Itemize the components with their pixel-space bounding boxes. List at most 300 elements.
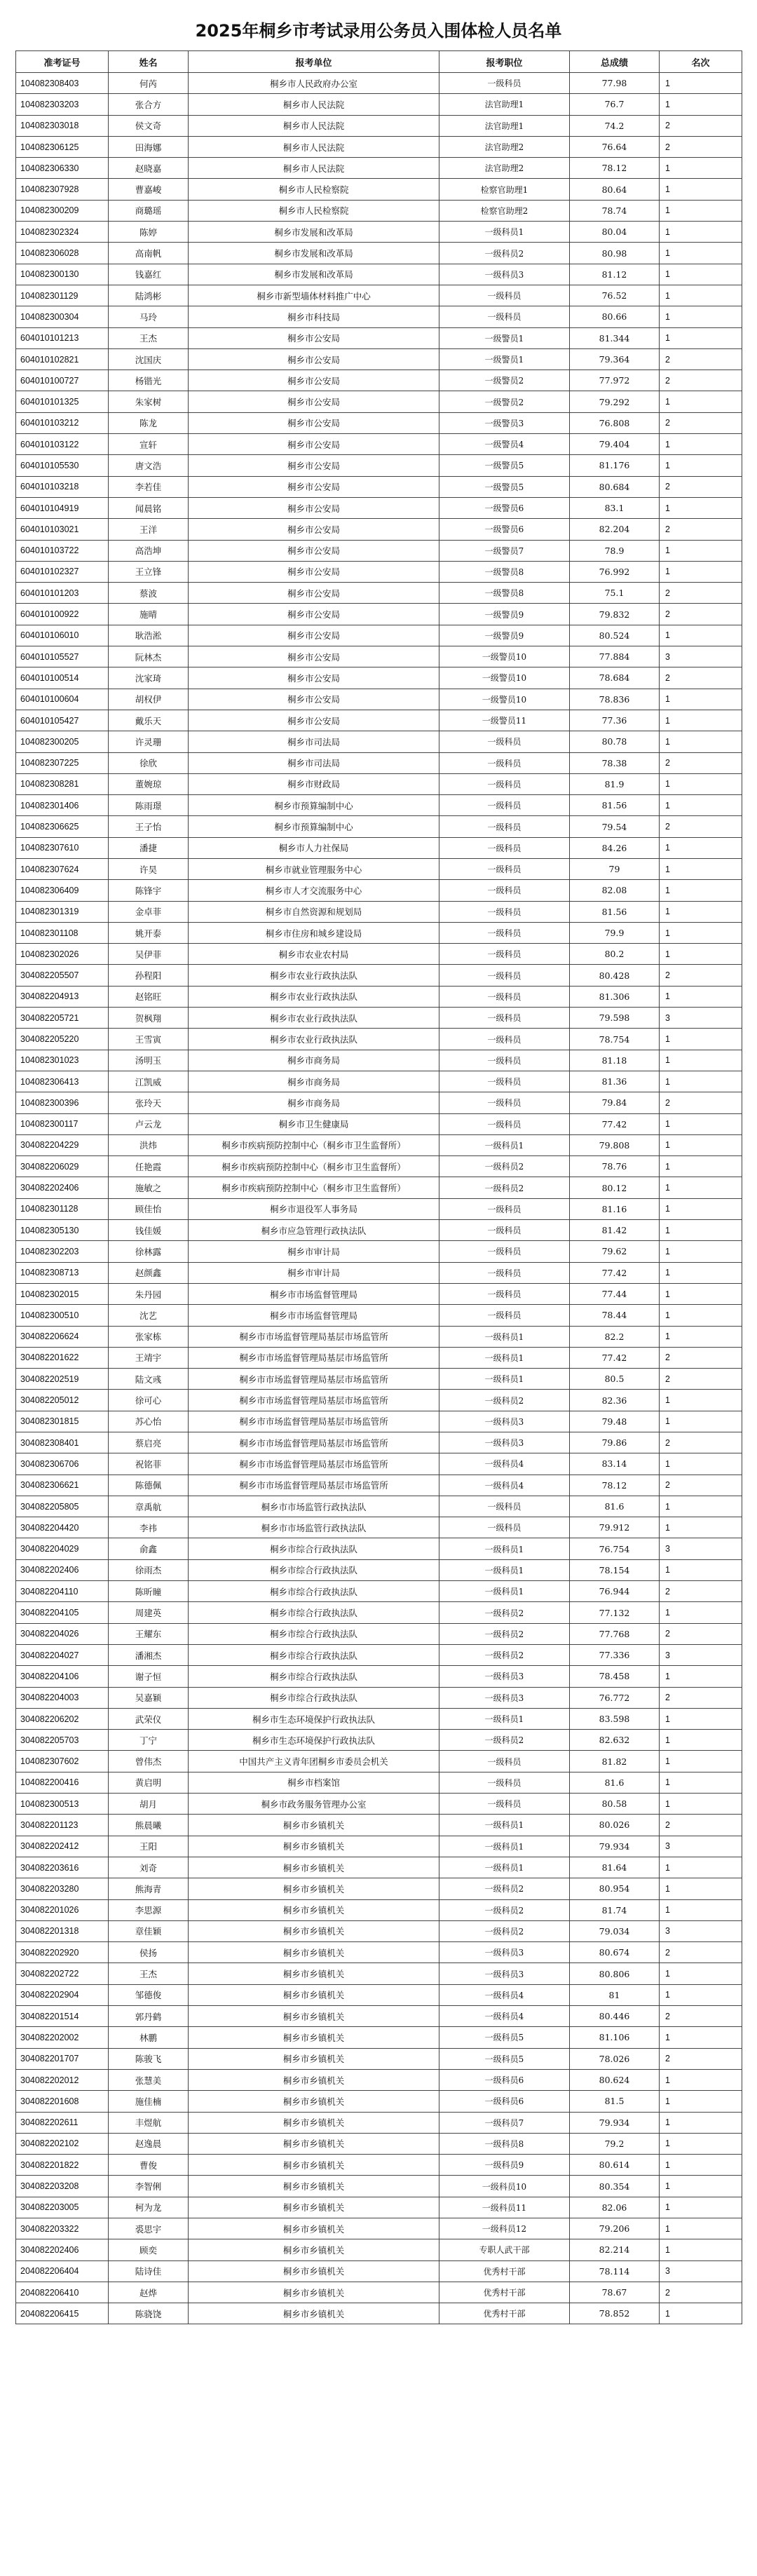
table-row — [16, 1815, 742, 1836]
name-cell: 高南帆 — [109, 243, 189, 264]
total-score-cell: 77.36 — [570, 710, 660, 731]
table-row — [16, 986, 742, 1007]
table-row — [16, 200, 742, 221]
total-score-cell: 82.08 — [570, 880, 660, 901]
total-score-cell: 77.972 — [570, 370, 660, 391]
exam-number-cell: 604010106010 — [16, 625, 109, 646]
table-row — [16, 561, 742, 582]
exam-number-cell: 604010104919 — [16, 497, 109, 518]
total-score-cell: 79.2 — [570, 2133, 660, 2154]
name-cell: 吴嘉颖 — [109, 1687, 189, 1708]
unit-cell: 桐乡市生态环境保护行政执法队 — [189, 1708, 439, 1729]
total-score-cell: 81.106 — [570, 2027, 660, 2048]
rank-cell: 1 — [660, 1984, 742, 2005]
unit-cell: 桐乡市公安局 — [189, 583, 439, 604]
name-cell: 徐林露 — [109, 1241, 189, 1262]
position-cell: 一级科员1 — [439, 222, 570, 243]
table-row — [16, 795, 742, 816]
exam-number-cell: 104082302324 — [16, 222, 109, 243]
table-row — [16, 1071, 742, 1092]
rank-cell: 1 — [660, 2069, 742, 2090]
position-cell: 一级警员2 — [439, 370, 570, 391]
total-score-cell: 80.446 — [570, 2006, 660, 2027]
name-cell: 侯文奇 — [109, 115, 189, 136]
table-row — [16, 2303, 742, 2324]
exam-number-cell: 304082205703 — [16, 1730, 109, 1751]
unit-cell: 桐乡市乡镇机关 — [189, 2112, 439, 2133]
exam-number-cell: 104082200416 — [16, 1772, 109, 1793]
rank-cell: 1 — [660, 1029, 742, 1050]
table-row — [16, 880, 742, 901]
name-cell: 郭丹鹤 — [109, 2006, 189, 2027]
rank-cell: 1 — [660, 306, 742, 327]
name-cell: 侯扬 — [109, 1942, 189, 1963]
name-cell: 曾伟杰 — [109, 1751, 189, 1772]
table-row — [16, 625, 742, 646]
rank-cell: 1 — [660, 1326, 742, 1347]
table-row — [16, 1559, 742, 1580]
unit-cell: 桐乡市商务局 — [189, 1092, 439, 1113]
total-score-cell: 79.934 — [570, 2112, 660, 2133]
unit-cell: 桐乡市退役军人事务局 — [189, 1198, 439, 1219]
name-cell: 王靖宇 — [109, 1347, 189, 1368]
rank-cell: 1 — [660, 2176, 742, 2197]
name-cell: 黄启明 — [109, 1772, 189, 1793]
rank-cell: 1 — [660, 94, 742, 115]
exam-number-cell: 104082308403 — [16, 73, 109, 94]
table-row — [16, 689, 742, 710]
name-cell: 何芮 — [109, 73, 189, 94]
rank-cell: 1 — [660, 731, 742, 752]
rank-cell: 2 — [660, 1347, 742, 1368]
unit-cell: 桐乡市发展和改革局 — [189, 243, 439, 264]
table-row — [16, 1475, 742, 1496]
position-cell: 一级科员3 — [439, 1666, 570, 1687]
rank-cell: 1 — [660, 264, 742, 285]
total-score-cell: 80.04 — [570, 222, 660, 243]
rank-cell: 2 — [660, 1581, 742, 1602]
unit-cell: 桐乡市市场监督管理局基层市场监管所 — [189, 1411, 439, 1432]
name-cell: 闻晨铭 — [109, 497, 189, 518]
name-cell: 赵烨 — [109, 2282, 189, 2303]
exam-number-cell: 104082300209 — [16, 200, 109, 221]
unit-cell: 桐乡市住房和城乡建设局 — [189, 922, 439, 943]
table-row — [16, 306, 742, 327]
unit-cell: 桐乡市乡镇机关 — [189, 2091, 439, 2112]
position-cell: 一级科员1 — [439, 1347, 570, 1368]
unit-cell: 桐乡市市场监督管理局 — [189, 1305, 439, 1326]
position-cell: 一级科员 — [439, 1198, 570, 1219]
unit-cell: 桐乡市疾病预防控制中心（桐乡市卫生监督所） — [189, 1177, 439, 1198]
name-cell: 朱丹园 — [109, 1283, 189, 1304]
table-row — [16, 540, 742, 561]
unit-cell: 桐乡市疾病预防控制中心（桐乡市卫生监督所） — [189, 1134, 439, 1155]
position-cell: 一级科员2 — [439, 243, 570, 264]
unit-cell: 桐乡市市场监管行政执法队 — [189, 1517, 439, 1538]
table-row — [16, 2176, 742, 2197]
name-cell: 田海娜 — [109, 136, 189, 157]
name-cell: 王耀东 — [109, 1623, 189, 1644]
total-score-cell: 77.42 — [570, 1347, 660, 1368]
position-cell: 检察官助理2 — [439, 200, 570, 221]
exam-number-cell: 104082300396 — [16, 1092, 109, 1113]
position-cell: 一级科员3 — [439, 1432, 570, 1453]
exam-number-cell: 304082202406 — [16, 1177, 109, 1198]
total-score-cell: 81.18 — [570, 1050, 660, 1071]
table-row — [16, 412, 742, 433]
table-row — [16, 243, 742, 264]
name-cell: 王阳 — [109, 1836, 189, 1857]
unit-cell: 桐乡市政务服务管理办公室 — [189, 1794, 439, 1815]
total-score-cell: 80.354 — [570, 2176, 660, 2197]
document-title: 2025年桐乡市考试录用公务员入围体检人员名单 — [195, 21, 562, 41]
exam-number-cell: 304082202002 — [16, 2027, 109, 2048]
unit-cell: 桐乡市乡镇机关 — [189, 2176, 439, 2197]
unit-cell: 桐乡市人民法院 — [189, 94, 439, 115]
position-cell: 一级警员9 — [439, 625, 570, 646]
position-cell: 一级科员 — [439, 858, 570, 879]
position-cell: 一级科员 — [439, 1220, 570, 1241]
total-score-cell: 78.74 — [570, 200, 660, 221]
rank-cell: 1 — [660, 1878, 742, 1899]
position-cell: 一级科员6 — [439, 2091, 570, 2112]
name-cell: 王雪寅 — [109, 1029, 189, 1050]
name-cell: 俞鑫 — [109, 1538, 189, 1559]
table-row — [16, 2133, 742, 2154]
total-score-cell: 80.12 — [570, 1177, 660, 1198]
header-rank: 名次 — [660, 51, 742, 73]
unit-cell: 桐乡市卫生健康局 — [189, 1113, 439, 1134]
unit-cell: 桐乡市农业行政执法队 — [189, 965, 439, 986]
exam-number-cell: 304082306621 — [16, 1475, 109, 1496]
exam-number-cell: 304082202406 — [16, 1559, 109, 1580]
unit-cell: 桐乡市农业行政执法队 — [189, 986, 439, 1007]
table-row — [16, 370, 742, 391]
total-score-cell: 81.16 — [570, 1198, 660, 1219]
unit-cell: 桐乡市人民检察院 — [189, 200, 439, 221]
name-cell: 胡权伊 — [109, 689, 189, 710]
table-row — [16, 1050, 742, 1071]
rank-cell: 2 — [660, 1092, 742, 1113]
position-cell: 一级科员4 — [439, 1453, 570, 1475]
rank-cell: 1 — [660, 922, 742, 943]
exam-number-cell: 104082302026 — [16, 944, 109, 965]
name-cell: 徐雨杰 — [109, 1559, 189, 1580]
table-row — [16, 1134, 742, 1155]
exam-number-cell: 104082308281 — [16, 773, 109, 794]
position-cell: 一级科员 — [439, 1305, 570, 1326]
exam-number-cell: 304082201707 — [16, 2048, 109, 2069]
position-cell: 优秀村干部 — [439, 2260, 570, 2282]
table-row — [16, 1687, 742, 1708]
position-cell: 一级科员 — [439, 1262, 570, 1283]
unit-cell: 桐乡市公安局 — [189, 667, 439, 689]
exam-number-cell: 304082202412 — [16, 1836, 109, 1857]
total-score-cell: 80.428 — [570, 965, 660, 986]
position-cell: 一级科员2 — [439, 1602, 570, 1623]
table-row — [16, 2027, 742, 2048]
name-cell: 金卓菲 — [109, 901, 189, 922]
name-cell: 徐可心 — [109, 1390, 189, 1411]
unit-cell: 桐乡市档案馆 — [189, 1772, 439, 1793]
table-row — [16, 2282, 742, 2303]
unit-cell: 桐乡市乡镇机关 — [189, 1984, 439, 2005]
position-cell: 一级科员2 — [439, 1623, 570, 1644]
unit-cell: 桐乡市乡镇机关 — [189, 2260, 439, 2282]
unit-cell: 桐乡市乡镇机关 — [189, 2282, 439, 2303]
total-score-cell: 76.754 — [570, 1538, 660, 1559]
exam-number-cell: 104082306125 — [16, 136, 109, 157]
unit-cell: 桐乡市司法局 — [189, 731, 439, 752]
table-row — [16, 94, 742, 115]
exam-number-cell: 304082204229 — [16, 1134, 109, 1155]
rank-cell: 3 — [660, 1538, 742, 1559]
exam-number-cell: 304082204003 — [16, 1687, 109, 1708]
rank-cell: 1 — [660, 1708, 742, 1729]
exam-number-cell: 304082202920 — [16, 1942, 109, 1963]
unit-cell: 桐乡市审计局 — [189, 1241, 439, 1262]
table-row — [16, 1794, 742, 1815]
unit-cell: 桐乡市乡镇机关 — [189, 2197, 439, 2218]
table-row — [16, 1644, 742, 1665]
total-score-cell: 81.56 — [570, 901, 660, 922]
total-score-cell: 78.684 — [570, 667, 660, 689]
rank-cell: 1 — [660, 1156, 742, 1177]
rank-cell: 2 — [660, 1687, 742, 1708]
rank-cell: 1 — [660, 243, 742, 264]
exam-number-cell: 104082307610 — [16, 837, 109, 858]
name-cell: 沈家琦 — [109, 667, 189, 689]
total-score-cell: 79.84 — [570, 1092, 660, 1113]
rank-cell: 1 — [660, 2239, 742, 2260]
exam-number-cell: 604010103212 — [16, 412, 109, 433]
header-exam-number: 准考证号 — [16, 51, 109, 73]
exam-number-cell: 304082201123 — [16, 1815, 109, 1836]
table-row — [16, 1836, 742, 1857]
table-row — [16, 1220, 742, 1241]
rank-cell: 1 — [660, 73, 742, 94]
unit-cell: 桐乡市市场监督管理局基层市场监管所 — [189, 1369, 439, 1390]
exam-number-cell: 104082305130 — [16, 1220, 109, 1241]
rank-cell: 1 — [660, 2155, 742, 2176]
position-cell: 一级科员 — [439, 901, 570, 922]
exam-number-cell: 304082204026 — [16, 1623, 109, 1644]
rank-cell: 3 — [660, 1920, 742, 1941]
position-cell: 一级科员 — [439, 922, 570, 943]
exam-number-cell: 304082205507 — [16, 965, 109, 986]
position-cell: 一级科员 — [439, 944, 570, 965]
table-row — [16, 1751, 742, 1772]
name-cell: 李思源 — [109, 1899, 189, 1920]
name-cell: 柯为龙 — [109, 2197, 189, 2218]
rank-cell: 2 — [660, 519, 742, 540]
table-row — [16, 1496, 742, 1517]
table-row — [16, 497, 742, 518]
name-cell: 丁宁 — [109, 1730, 189, 1751]
position-cell: 法官助理2 — [439, 158, 570, 179]
unit-cell: 桐乡市市场监管行政执法队 — [189, 1496, 439, 1517]
name-cell: 马玲 — [109, 306, 189, 327]
position-cell: 一级科员3 — [439, 1687, 570, 1708]
rank-cell: 2 — [660, 412, 742, 433]
name-cell: 陈婷 — [109, 222, 189, 243]
rank-cell: 3 — [660, 2260, 742, 2282]
unit-cell: 桐乡市乡镇机关 — [189, 1942, 439, 1963]
rank-cell: 1 — [660, 2197, 742, 2218]
rank-cell: 1 — [660, 901, 742, 922]
position-cell: 一级警员1 — [439, 327, 570, 348]
total-score-cell: 78.836 — [570, 689, 660, 710]
name-cell: 蔡波 — [109, 583, 189, 604]
position-cell: 一级科员1 — [439, 1559, 570, 1580]
unit-cell: 桐乡市乡镇机关 — [189, 2303, 439, 2324]
rank-cell: 1 — [660, 1772, 742, 1793]
position-cell: 一级科员2 — [439, 1730, 570, 1751]
table-row — [16, 1390, 742, 1411]
name-cell: 钱嘉红 — [109, 264, 189, 285]
name-cell: 陆文彧 — [109, 1369, 189, 1390]
name-cell: 商璐瑶 — [109, 200, 189, 221]
table-row — [16, 1156, 742, 1177]
unit-cell: 桐乡市人民检察院 — [189, 179, 439, 200]
position-cell: 优秀村干部 — [439, 2282, 570, 2303]
unit-cell: 桐乡市公安局 — [189, 434, 439, 455]
exam-number-cell: 304082204913 — [16, 986, 109, 1007]
unit-cell: 桐乡市人力社保局 — [189, 837, 439, 858]
table-row — [16, 476, 742, 497]
name-cell: 任艳霞 — [109, 1156, 189, 1177]
exam-number-cell: 304082202611 — [16, 2112, 109, 2133]
exam-number-cell: 104082307225 — [16, 752, 109, 773]
unit-cell: 桐乡市乡镇机关 — [189, 1963, 439, 1984]
name-cell: 陈德佩 — [109, 1475, 189, 1496]
position-cell: 一级科员6 — [439, 2069, 570, 2090]
unit-cell: 桐乡市乡镇机关 — [189, 1836, 439, 1857]
table-row — [16, 1899, 742, 1920]
exam-number-cell: 104082301406 — [16, 795, 109, 816]
unit-cell: 桐乡市综合行政执法队 — [189, 1687, 439, 1708]
position-cell: 一级警员10 — [439, 646, 570, 667]
header-name: 姓名 — [109, 51, 189, 73]
name-cell: 施晴 — [109, 604, 189, 625]
table-row — [16, 1517, 742, 1538]
total-score-cell: 80.58 — [570, 1794, 660, 1815]
unit-cell: 桐乡市人民法院 — [189, 158, 439, 179]
unit-cell: 桐乡市公安局 — [189, 519, 439, 540]
rank-cell: 2 — [660, 1623, 742, 1644]
total-score-cell: 83.598 — [570, 1708, 660, 1729]
total-score-cell: 81.42 — [570, 1220, 660, 1241]
position-cell: 一级科员 — [439, 965, 570, 986]
exam-number-cell: 604010105427 — [16, 710, 109, 731]
table-row — [16, 1730, 742, 1751]
name-cell: 赵逸晨 — [109, 2133, 189, 2154]
table-row — [16, 222, 742, 243]
exam-number-cell: 104082303203 — [16, 94, 109, 115]
unit-cell: 桐乡市市场监督管理局基层市场监管所 — [189, 1390, 439, 1411]
candidate-table — [15, 50, 742, 2324]
position-cell: 一级警员8 — [439, 561, 570, 582]
name-cell: 陈骏飞 — [109, 2048, 189, 2069]
rank-cell: 2 — [660, 136, 742, 157]
unit-cell: 桐乡市乡镇机关 — [189, 2006, 439, 2027]
total-score-cell: 80.624 — [570, 2069, 660, 2090]
position-cell: 一级科员 — [439, 285, 570, 306]
position-cell: 一级科员1 — [439, 1326, 570, 1347]
position-cell: 优秀村干部 — [439, 2303, 570, 2324]
rank-cell: 1 — [660, 158, 742, 179]
total-score-cell: 82.2 — [570, 1326, 660, 1347]
rank-cell: 1 — [660, 561, 742, 582]
unit-cell: 桐乡市市场监督管理局基层市场监管所 — [189, 1432, 439, 1453]
rank-cell: 1 — [660, 2133, 742, 2154]
table-row — [16, 2155, 742, 2176]
total-score-cell: 81.74 — [570, 1899, 660, 1920]
total-score-cell: 75.1 — [570, 583, 660, 604]
exam-number-cell: 104082301108 — [16, 922, 109, 943]
table-row — [16, 1708, 742, 1729]
total-score-cell: 82.204 — [570, 519, 660, 540]
unit-cell: 桐乡市乡镇机关 — [189, 2069, 439, 2090]
name-cell: 陈昕瞳 — [109, 1581, 189, 1602]
unit-cell: 桐乡市公安局 — [189, 412, 439, 433]
name-cell: 陆诗佳 — [109, 2260, 189, 2282]
header-unit: 报考单位 — [189, 51, 439, 73]
position-cell: 一级科员3 — [439, 1942, 570, 1963]
unit-cell: 桐乡市乡镇机关 — [189, 1878, 439, 1899]
unit-cell: 桐乡市乡镇机关 — [189, 2218, 439, 2239]
rank-cell: 1 — [660, 1071, 742, 1092]
name-cell: 王洋 — [109, 519, 189, 540]
unit-cell: 桐乡市乡镇机关 — [189, 1857, 439, 1878]
exam-number-cell: 304082203322 — [16, 2218, 109, 2239]
exam-number-cell: 104082302015 — [16, 1283, 109, 1304]
table-row — [16, 285, 742, 306]
name-cell: 唐文浩 — [109, 455, 189, 476]
table-row — [16, 2218, 742, 2239]
total-score-cell: 78.12 — [570, 1475, 660, 1496]
position-cell: 一级警员2 — [439, 391, 570, 412]
exam-number-cell: 104082307602 — [16, 1751, 109, 1772]
unit-cell: 桐乡市乡镇机关 — [189, 2239, 439, 2260]
total-score-cell: 79.808 — [570, 1134, 660, 1155]
table-row — [16, 115, 742, 136]
total-score-cell: 78.458 — [570, 1666, 660, 1687]
rank-cell: 1 — [660, 1453, 742, 1475]
position-cell: 一级科员 — [439, 880, 570, 901]
table-row — [16, 1326, 742, 1347]
total-score-cell: 74.2 — [570, 115, 660, 136]
total-score-cell: 80.614 — [570, 2155, 660, 2176]
rank-cell: 1 — [660, 858, 742, 879]
total-score-cell: 80.98 — [570, 243, 660, 264]
total-score-cell: 79.912 — [570, 1517, 660, 1538]
position-cell: 一级科员1 — [439, 1369, 570, 1390]
name-cell: 谢子恒 — [109, 1666, 189, 1687]
position-cell: 一级科员2 — [439, 1177, 570, 1198]
name-cell: 江凯威 — [109, 1071, 189, 1092]
position-cell: 专职人武干部 — [439, 2239, 570, 2260]
position-cell: 一级科员7 — [439, 2112, 570, 2133]
total-score-cell: 77.884 — [570, 646, 660, 667]
unit-cell: 桐乡市人民法院 — [189, 115, 439, 136]
exam-number-cell: 304082201026 — [16, 1899, 109, 1920]
unit-cell: 桐乡市综合行政执法队 — [189, 1602, 439, 1623]
name-cell: 徐欣 — [109, 752, 189, 773]
unit-cell: 桐乡市公安局 — [189, 646, 439, 667]
total-score-cell: 79.598 — [570, 1008, 660, 1029]
exam-number-cell: 104082306413 — [16, 1071, 109, 1092]
